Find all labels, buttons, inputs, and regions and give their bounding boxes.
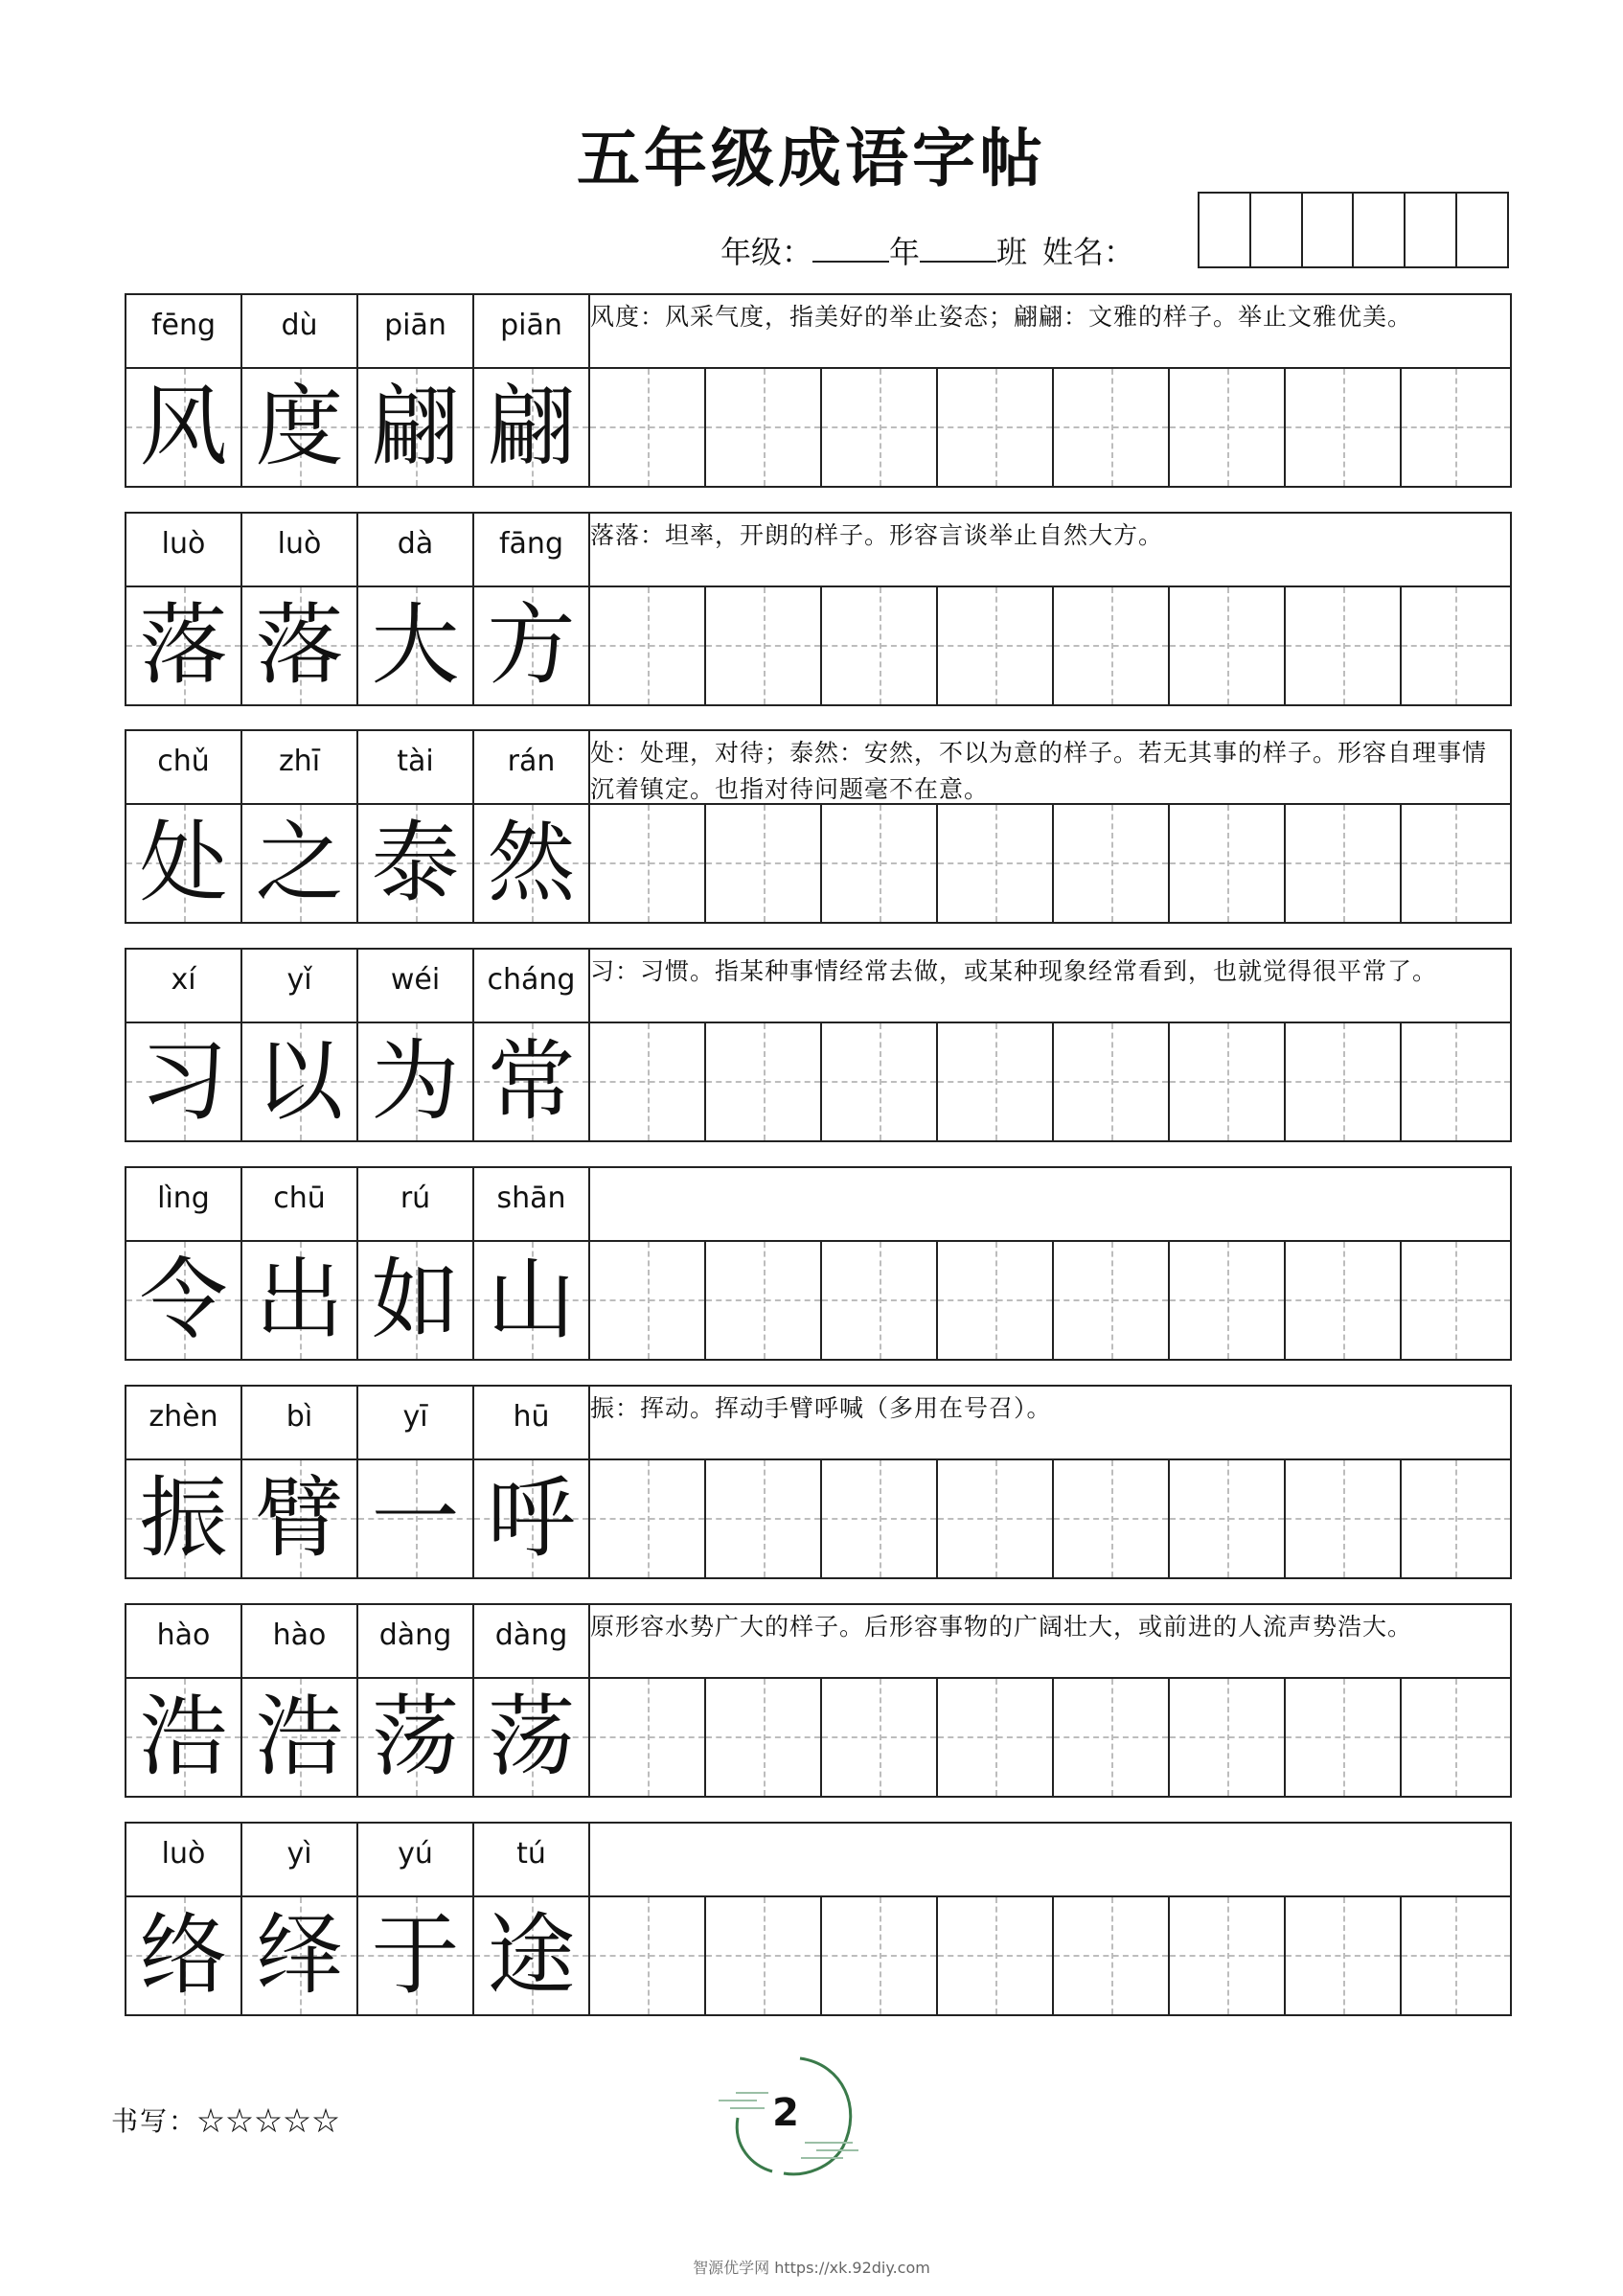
guide-line-vertical: [1343, 369, 1345, 486]
practice-cell[interactable]: [1170, 805, 1286, 922]
guide-line-vertical: [1455, 1023, 1457, 1140]
model-char-cell: [126, 805, 242, 922]
idiom-block: [125, 948, 1512, 1142]
guide-line-vertical: [1111, 1679, 1113, 1796]
practice-cell[interactable]: [590, 1460, 706, 1577]
name-box[interactable]: [1352, 194, 1404, 266]
model-character: 荡: [371, 1686, 460, 1788]
practice-cell[interactable]: [1286, 805, 1402, 922]
guide-line-vertical: [648, 1242, 650, 1359]
practice-cell[interactable]: [590, 1242, 706, 1359]
model-character: 绎: [255, 1904, 344, 2007]
model-char-cell: [474, 1897, 590, 2014]
idiom-meaning: 落落：坦率，开朗的样子。形容言谈举止自然大方。: [590, 521, 1164, 549]
model-char-cell: [242, 1023, 358, 1140]
guide-line-vertical: [764, 587, 766, 704]
model-character: 于: [371, 1904, 460, 2007]
pinyin-cell: yì: [242, 1824, 358, 1895]
practice-cell[interactable]: [822, 1023, 938, 1140]
guide-line-vertical: [880, 1897, 881, 2014]
guide-line-vertical: [1455, 587, 1457, 704]
pinyin-cell: rú: [358, 1168, 474, 1240]
guide-line-vertical: [764, 1023, 766, 1140]
practice-cell[interactable]: [1170, 587, 1286, 704]
model-character: 落: [255, 594, 344, 697]
page-number: 2: [772, 2091, 799, 2135]
pinyin-cell: dà: [358, 514, 474, 585]
writing-grid-row: [126, 1897, 1510, 2014]
model-char-cell: [358, 1023, 474, 1140]
pinyin-cell: dàng: [474, 1605, 590, 1677]
pinyin-cell: hū: [474, 1387, 590, 1458]
model-character: 途: [487, 1904, 576, 2007]
class-suffix: 班: [996, 234, 1028, 270]
guide-line-vertical: [995, 805, 997, 922]
model-char-cell: [242, 1897, 358, 2014]
guide-line-vertical: [1455, 369, 1457, 486]
idiom-block: [125, 1822, 1512, 2016]
pinyin-cell: tài: [358, 731, 474, 803]
idiom-block: [125, 293, 1512, 488]
practice-cell[interactable]: [822, 1897, 938, 2014]
guide-line-vertical: [880, 805, 881, 922]
model-char-cell: [126, 587, 242, 704]
pinyin-cell: hào: [242, 1605, 358, 1677]
name-box[interactable]: [1249, 194, 1301, 266]
guide-line-vertical: [1227, 805, 1229, 922]
pinyin-cell: hào: [126, 1605, 242, 1677]
model-character: 一: [371, 1467, 460, 1570]
model-character: 臂: [255, 1467, 344, 1570]
guide-line-vertical: [995, 1897, 997, 2014]
practice-cell[interactable]: [938, 1242, 1054, 1359]
practice-cell[interactable]: [1286, 1023, 1402, 1140]
guide-line-vertical: [1343, 587, 1345, 704]
writing-grid-row: [126, 1460, 1510, 1577]
practice-cell[interactable]: [590, 805, 706, 922]
pinyin-cell: zhèn: [126, 1387, 242, 1458]
model-character: 以: [255, 1030, 344, 1133]
idiom-meaning: 处：处理，对待；泰然：安然，不以为意的样子。若无其事的样子。形容自理事情沉着镇定。也指对待问题毫不在意。: [590, 739, 1488, 803]
guide-line-vertical: [1111, 369, 1113, 486]
practice-cell[interactable]: [1286, 1897, 1402, 2014]
model-char-cell: [358, 1460, 474, 1577]
guide-line-vertical: [995, 1242, 997, 1359]
model-character: 为: [371, 1030, 460, 1133]
guide-line-vertical: [1227, 1242, 1229, 1359]
model-char-cell: [126, 1023, 242, 1140]
model-char-cell: [474, 369, 590, 486]
guide-line-vertical: [764, 1242, 766, 1359]
practice-cell[interactable]: [1402, 369, 1510, 486]
model-character: 习: [139, 1030, 228, 1133]
model-char-cell: [242, 1460, 358, 1577]
practice-cell[interactable]: [938, 1460, 1054, 1577]
practice-cell[interactable]: [1170, 1679, 1286, 1796]
practice-cell[interactable]: [1402, 805, 1510, 922]
guide-line-vertical: [1111, 1023, 1113, 1140]
practice-cell[interactable]: [1402, 1897, 1510, 2014]
guide-line-vertical: [995, 587, 997, 704]
idiom-meaning: 振：挥动。挥动手臂呼喊（多用在号召）。: [590, 1394, 1052, 1422]
page-number-badge: [709, 2051, 862, 2185]
practice-cell[interactable]: [590, 1679, 706, 1796]
pinyin-row: [126, 731, 1510, 805]
practice-cell[interactable]: [1054, 1023, 1170, 1140]
writing-grid-row: [126, 805, 1510, 922]
guide-line-vertical: [1111, 1242, 1113, 1359]
model-character: 大: [371, 594, 460, 697]
guide-line-vertical: [880, 1242, 881, 1359]
model-char-cell: [474, 1023, 590, 1140]
pinyin-row: [126, 514, 1510, 587]
pinyin-cell: shān: [474, 1168, 590, 1240]
model-character: 翩: [487, 376, 576, 478]
practice-cell[interactable]: [822, 1460, 938, 1577]
guide-line-vertical: [1455, 1460, 1457, 1577]
practice-cell[interactable]: [1170, 1897, 1286, 2014]
model-char-cell: [242, 369, 358, 486]
guide-line-vertical: [1455, 1679, 1457, 1796]
model-char-cell: [358, 805, 474, 922]
practice-cell[interactable]: [822, 369, 938, 486]
guide-line-vertical: [880, 1679, 881, 1796]
model-char-cell: [358, 369, 474, 486]
guide-line-vertical: [1111, 805, 1113, 922]
guide-line-vertical: [995, 1023, 997, 1140]
practice-cell[interactable]: [1286, 369, 1402, 486]
guide-line-vertical: [648, 805, 650, 922]
pinyin-cell: fāng: [474, 514, 590, 585]
model-character: 如: [371, 1249, 460, 1351]
model-character: 出: [255, 1249, 344, 1351]
guide-line-vertical: [995, 1679, 997, 1796]
practice-cell[interactable]: [706, 587, 822, 704]
pinyin-cell: cháng: [474, 950, 590, 1022]
model-character: 络: [139, 1904, 228, 2007]
model-char-cell: [126, 369, 242, 486]
model-character: 荡: [487, 1686, 576, 1788]
guide-line-vertical: [1227, 1897, 1229, 2014]
name-box[interactable]: [1301, 194, 1353, 266]
guide-line-vertical: [1343, 1023, 1345, 1140]
practice-cell[interactable]: [938, 1023, 1054, 1140]
practice-cell[interactable]: [590, 587, 706, 704]
model-character: 风: [139, 376, 228, 478]
guide-line-vertical: [764, 1679, 766, 1796]
guide-line-vertical: [648, 1897, 650, 2014]
idiom-block: [125, 1385, 1512, 1579]
practice-cell[interactable]: [1170, 369, 1286, 486]
model-char-cell: [358, 1679, 474, 1796]
guide-line-vertical: [1111, 1897, 1113, 2014]
model-character: 翩: [371, 376, 460, 478]
pinyin-cell: zhī: [242, 731, 358, 803]
model-character: 令: [139, 1249, 228, 1351]
guide-line-vertical: [764, 1460, 766, 1577]
model-char-cell: [474, 1242, 590, 1359]
practice-cell[interactable]: [822, 1679, 938, 1796]
guide-line-vertical: [1227, 587, 1229, 704]
model-character: 呼: [487, 1467, 576, 1570]
idiom-meaning: 风度：风采气度，指美好的举止姿态；翩翩：文雅的样子。举止文雅优美。: [590, 303, 1413, 331]
practice-cell[interactable]: [938, 1897, 1054, 2014]
practice-cell[interactable]: [1054, 1897, 1170, 2014]
model-character: 山: [487, 1249, 576, 1351]
model-char-cell: [242, 805, 358, 922]
model-character: 然: [487, 812, 576, 914]
model-char-cell: [358, 1897, 474, 2014]
practice-cell[interactable]: [938, 805, 1054, 922]
guide-line-vertical: [880, 369, 881, 486]
model-character: 度: [255, 376, 344, 478]
model-character: 落: [139, 594, 228, 697]
guide-line-vertical: [1343, 1460, 1345, 1577]
name-box[interactable]: [1200, 194, 1249, 266]
student-info-line: [720, 228, 1134, 272]
pinyin-row: [126, 1168, 1510, 1242]
practice-cell[interactable]: [822, 805, 938, 922]
practice-cell[interactable]: [938, 369, 1054, 486]
pinyin-row: [126, 950, 1510, 1023]
practice-cell[interactable]: [822, 1242, 938, 1359]
model-char-cell: [126, 1242, 242, 1359]
practice-cell[interactable]: [1054, 1242, 1170, 1359]
practice-cell[interactable]: [706, 1679, 822, 1796]
name-boxes[interactable]: [1198, 192, 1509, 268]
practice-cell[interactable]: [1054, 587, 1170, 704]
grade-label: 年级：: [720, 234, 813, 270]
practice-cell[interactable]: [1054, 805, 1170, 922]
guide-line-vertical: [1343, 805, 1345, 922]
pinyin-cell: wéi: [358, 950, 474, 1022]
guide-line-vertical: [648, 369, 650, 486]
model-character: 之: [255, 812, 344, 914]
pinyin-cell: fēng: [126, 295, 242, 367]
pinyin-cell: tú: [474, 1824, 590, 1895]
guide-line-vertical: [1227, 1023, 1229, 1140]
guide-line-vertical: [1227, 1679, 1229, 1796]
pinyin-cell: dàng: [358, 1605, 474, 1677]
pinyin-cell: piān: [474, 295, 590, 367]
idiom-meaning: 原形容水势广大的样子。后形容事物的广阔壮大，或前进的人流声势浩大。: [590, 1613, 1413, 1641]
practice-cell[interactable]: [1402, 1023, 1510, 1140]
guide-line-vertical: [1111, 1460, 1113, 1577]
pinyin-cell: luò: [126, 514, 242, 585]
practice-cell[interactable]: [1054, 369, 1170, 486]
pinyin-cell: piān: [358, 295, 474, 367]
guide-line-vertical: [648, 1460, 650, 1577]
pinyin-cell: yī: [358, 1387, 474, 1458]
pinyin-cell: yǐ: [242, 950, 358, 1022]
rating-stars[interactable]: ☆☆☆☆☆: [197, 2105, 342, 2137]
model-character: 振: [139, 1467, 228, 1570]
model-character: 浩: [139, 1686, 228, 1788]
practice-cell[interactable]: [1402, 1679, 1510, 1796]
writing-grid-row: [126, 1242, 1510, 1359]
guide-line-vertical: [995, 1460, 997, 1577]
guide-line-vertical: [1455, 1897, 1457, 2014]
guide-line-vertical: [764, 805, 766, 922]
pinyin-cell: dù: [242, 295, 358, 367]
idiom-block: [125, 1166, 1512, 1361]
guide-line-vertical: [648, 1023, 650, 1140]
model-char-cell: [242, 587, 358, 704]
year-blank[interactable]: [812, 232, 889, 263]
class-blank[interactable]: [920, 232, 996, 263]
practice-cell[interactable]: [706, 1023, 822, 1140]
pinyin-cell: lìng: [126, 1168, 242, 1240]
model-character: 方: [487, 594, 576, 697]
practice-cell[interactable]: [706, 805, 822, 922]
model-char-cell: [474, 587, 590, 704]
pinyin-row: [126, 1605, 1510, 1679]
pinyin-cell: luò: [242, 514, 358, 585]
model-character: 泰: [371, 812, 460, 914]
pinyin-row: [126, 1824, 1510, 1897]
writing-rating: [111, 2101, 341, 2139]
name-box[interactable]: [1404, 194, 1455, 266]
writing-grid-row: [126, 369, 1510, 486]
guide-line-vertical: [648, 1679, 650, 1796]
idiom-block: [125, 729, 1512, 924]
model-char-cell: [358, 587, 474, 704]
name-label: 姓名：: [1042, 234, 1135, 270]
practice-cell[interactable]: [706, 1242, 822, 1359]
idiom-block: [125, 1603, 1512, 1798]
model-char-cell: [242, 1242, 358, 1359]
pinyin-cell: yú: [358, 1824, 474, 1895]
guide-line-vertical: [764, 1897, 766, 2014]
guide-line-vertical: [1111, 587, 1113, 704]
practice-cell[interactable]: [938, 587, 1054, 704]
model-character: 处: [139, 812, 228, 914]
writing-label: 书写：: [111, 2105, 198, 2137]
guide-line-vertical: [1455, 805, 1457, 922]
practice-cell[interactable]: [938, 1679, 1054, 1796]
practice-cell[interactable]: [1170, 1460, 1286, 1577]
writing-grid-row: [126, 1023, 1510, 1140]
guide-line-vertical: [764, 369, 766, 486]
practice-cell[interactable]: [1286, 1242, 1402, 1359]
page-title: 五年级成语字帖: [577, 122, 1046, 195]
model-char-cell: [126, 1897, 242, 2014]
pinyin-cell: luò: [126, 1824, 242, 1895]
pinyin-row: [126, 1387, 1510, 1460]
practice-cell[interactable]: [822, 587, 938, 704]
guide-line-vertical: [1455, 1242, 1457, 1359]
model-char-cell: [126, 1679, 242, 1796]
guide-line-vertical: [648, 587, 650, 704]
pinyin-cell: chū: [242, 1168, 358, 1240]
guide-line-vertical: [880, 1023, 881, 1140]
pinyin-cell: bì: [242, 1387, 358, 1458]
model-character: 浩: [255, 1686, 344, 1788]
model-char-cell: [242, 1679, 358, 1796]
year-suffix: 年: [889, 234, 921, 270]
guide-line-vertical: [995, 369, 997, 486]
practice-cell[interactable]: [1286, 1679, 1402, 1796]
practice-cell[interactable]: [590, 1023, 706, 1140]
practice-cell[interactable]: [1054, 1460, 1170, 1577]
model-char-cell: [358, 1242, 474, 1359]
practice-cell[interactable]: [706, 1460, 822, 1577]
guide-line-vertical: [1227, 1460, 1229, 1577]
writing-grid-row: [126, 587, 1510, 704]
guide-line-vertical: [1343, 1242, 1345, 1359]
guide-line-vertical: [880, 587, 881, 704]
practice-cell[interactable]: [706, 1897, 822, 2014]
practice-cell[interactable]: [1402, 1242, 1510, 1359]
site-watermark: 智源优学网 https://xk.92diy.com: [693, 2259, 930, 2277]
model-char-cell: [474, 805, 590, 922]
practice-cell[interactable]: [1286, 587, 1402, 704]
pinyin-cell: chǔ: [126, 731, 242, 803]
practice-cell[interactable]: [1170, 1242, 1286, 1359]
practice-cell[interactable]: [590, 1897, 706, 2014]
writing-grid-row: [126, 1679, 1510, 1796]
pinyin-cell: xí: [126, 950, 242, 1022]
model-char-cell: [474, 1460, 590, 1577]
guide-line-vertical: [1227, 369, 1229, 486]
practice-cell[interactable]: [1170, 1023, 1286, 1140]
practice-cell[interactable]: [1402, 1460, 1510, 1577]
guide-line-vertical: [1343, 1679, 1345, 1796]
name-box[interactable]: [1455, 194, 1507, 266]
model-char-cell: [474, 1679, 590, 1796]
practice-cell[interactable]: [706, 369, 822, 486]
practice-cell[interactable]: [1286, 1460, 1402, 1577]
pinyin-cell: rán: [474, 731, 590, 803]
model-character: 常: [487, 1030, 576, 1133]
idiom-meaning: 习：习惯。指某种事情经常去做，或某种现象经常看到，也就觉得很平常了。: [590, 957, 1438, 985]
practice-cell[interactable]: [1402, 587, 1510, 704]
practice-cell[interactable]: [1054, 1679, 1170, 1796]
guide-line-vertical: [880, 1460, 881, 1577]
practice-cell[interactable]: [590, 369, 706, 486]
model-char-cell: [126, 1460, 242, 1577]
pinyin-row: [126, 295, 1510, 369]
guide-line-vertical: [1343, 1897, 1345, 2014]
idiom-block: [125, 512, 1512, 706]
